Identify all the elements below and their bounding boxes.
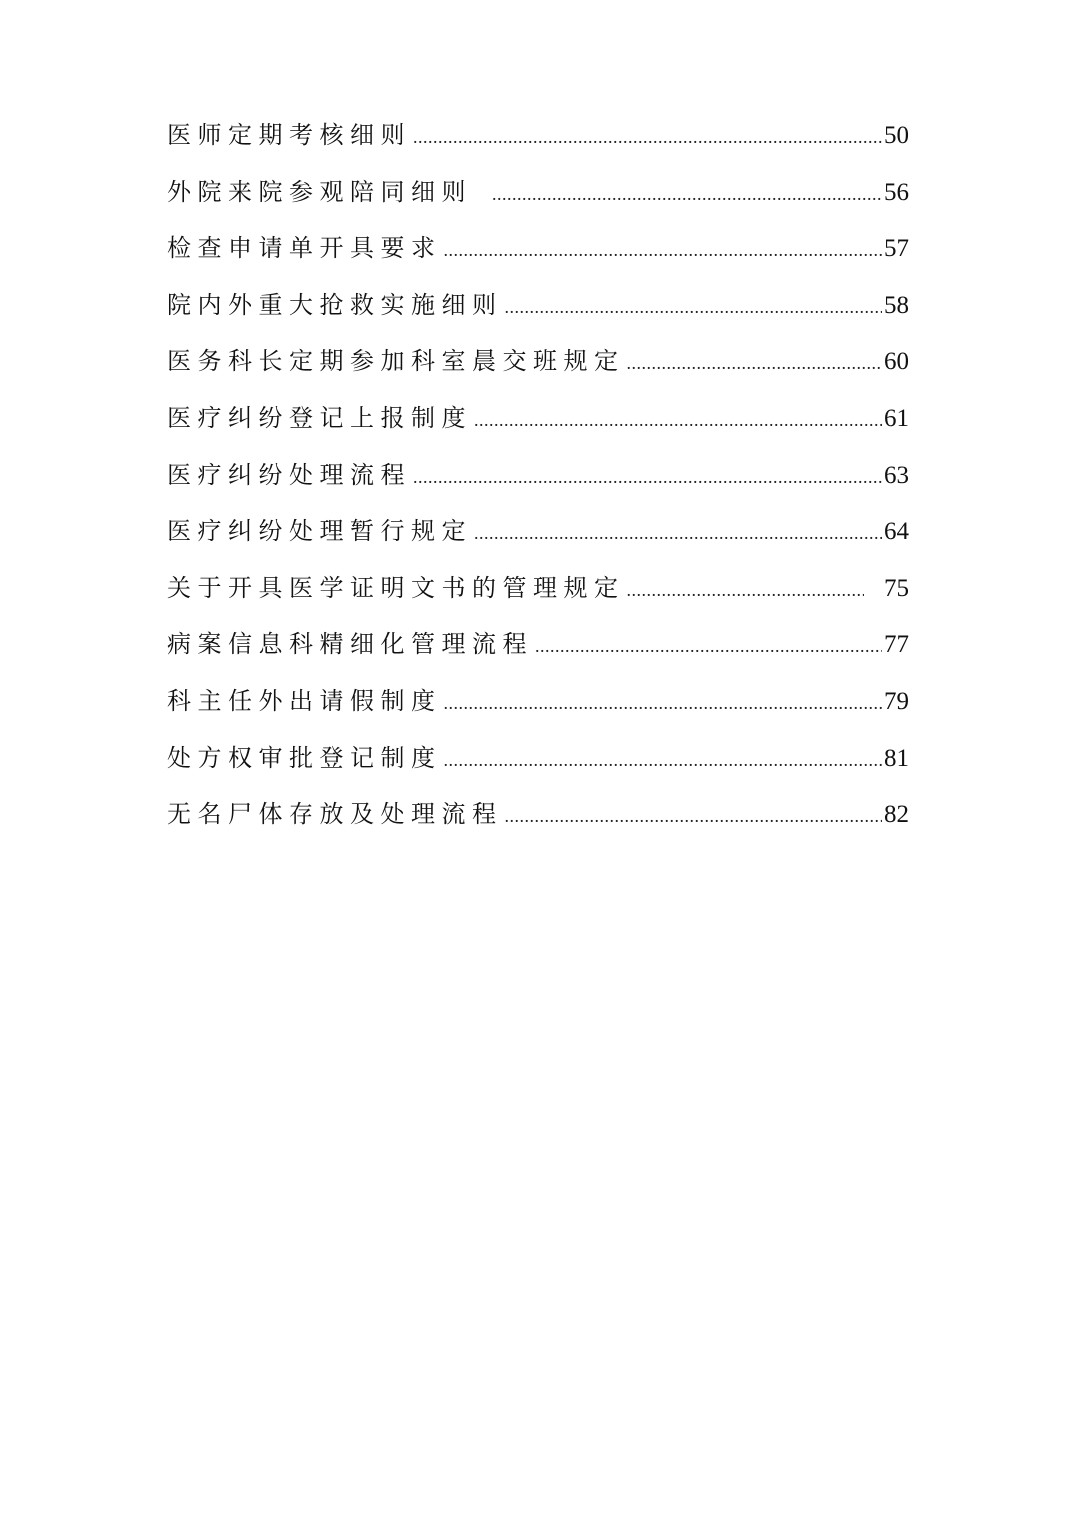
toc-entry[interactable] [167,113,909,170]
toc-page-number: 57 [884,235,909,263]
toc-page-number: 50 [884,122,909,149]
toc-page-number: 58 [884,291,909,319]
toc-page-number: 64 [884,518,909,546]
toc-page-number: 77 [884,631,909,659]
toc-entry-title: 医务科长定期参加科室晨交班规定 [167,347,625,376]
toc-dot-leader [474,511,882,555]
table-of-contents [167,113,909,849]
toc-entry[interactable] [167,283,909,340]
toc-dot-leader [474,398,882,442]
toc-entry[interactable] [167,622,909,679]
toc-entry[interactable] [167,736,909,793]
toc-dot-leader [627,341,883,385]
toc-entry[interactable] [167,509,909,566]
toc-entry[interactable] [167,396,909,453]
toc-page-number: 81 [884,744,909,772]
toc-dot-leader [413,115,882,159]
toc-dot-leader [413,455,882,499]
toc-page-number: 75 [884,574,909,602]
toc-entry[interactable] [167,453,909,510]
toc-entry-title: 医师定期考核细则 [167,121,411,149]
toc-entry-title: 病案信息科精细化管理流程 [167,630,533,659]
toc-entry-title: 医疗纠纷登记上报制度 [167,403,472,432]
toc-dot-leader [444,738,883,782]
toc-entry-title: 检查申请单开具要求 [167,234,442,263]
toc-entry-title: 科主任外出请假制度 [167,686,442,715]
toc-entry-title: 院内外重大抢救实施细则 [167,290,503,319]
toc-dot-leader [505,285,883,329]
toc-page-number: 61 [884,404,909,432]
toc-entry-title: 处方权审批登记制度 [167,743,442,772]
toc-page-number: 82 [884,801,909,829]
toc-dot-leader [535,624,882,668]
toc-entry-title: 无名尸体存放及处理流程 [167,800,503,829]
toc-page-number: 63 [884,461,909,489]
toc-entry[interactable] [167,792,909,849]
toc-entry-title: 医疗纠纷处理暂行规定 [167,517,472,546]
toc-dot-leader [492,172,882,216]
toc-entry[interactable] [167,339,909,396]
toc-dot-leader [627,568,865,612]
toc-page-number: 79 [884,687,909,715]
toc-page-number: 60 [884,348,909,376]
toc-entry-title: 关于开具医学证明文书的管理规定 [167,573,625,602]
toc-dot-leader [444,228,883,272]
toc-entry[interactable] [167,566,909,623]
toc-page-number: 56 [884,178,909,206]
toc-entry-title: 外院来院参观陪同细则 [167,177,472,206]
toc-entry[interactable] [167,226,909,283]
toc-dot-leader [505,794,883,838]
toc-dot-leader [444,681,883,725]
toc-entry-title: 医疗纠纷处理流程 [167,460,411,489]
toc-entry[interactable] [167,679,909,736]
toc-entry[interactable] [167,170,909,227]
